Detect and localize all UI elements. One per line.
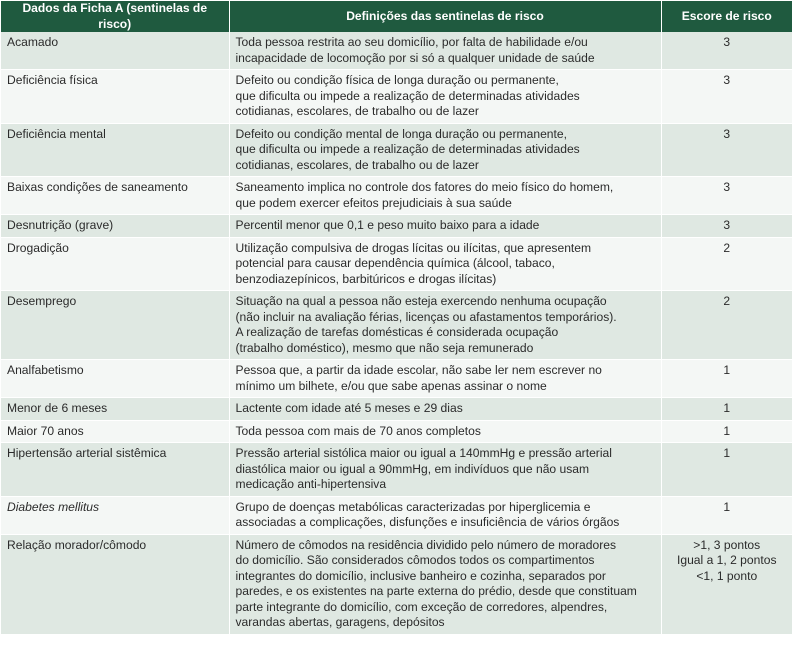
row-escore: 2	[661, 237, 792, 291]
row-escore: 1	[661, 496, 792, 534]
row-dado: Maior 70 anos	[1, 420, 229, 443]
row-dado: Deficiência física	[1, 70, 229, 124]
table-header-row	[1, 1, 792, 32]
row-definicao: Número de cômodos na residência dividido pelo número de moradores do domicílio. São considerados cômodos todos os compartimentos integrantes do domicílio, inclusive banheiro e cozinha, separados por paredes, e os existentes na parte externa do prédio, desde que constituam parte integrante do domicílio, com exceção de corredores, alpendres, varandas abertas, garagens, depósitos	[229, 534, 661, 634]
row-escore: 3	[661, 215, 792, 238]
row-definicao: Situação na qual a pessoa não esteja exercendo nenhuma ocupação (não incluir na avaliação férias, licenças ou afastamentos temporários). A realização de tarefas domésticas é considerada ocupação (trabalho doméstico), mesmo que não seja remunerado	[229, 291, 661, 360]
row-definicao: Grupo de doenças metabólicas caracterizadas por hiperglicemia e associadas a complicações, disfunções e insuficiência de vários órgãos	[229, 496, 661, 534]
row-escore: 1	[661, 360, 792, 398]
table-row	[1, 215, 792, 238]
row-definicao: Percentil menor que 0,1 e peso muito baixo para a idade	[229, 215, 661, 238]
table-row	[1, 443, 792, 497]
row-definicao: Toda pessoa com mais de 70 anos completos	[229, 420, 661, 443]
table-row	[1, 32, 792, 70]
row-escore: >1, 3 pontos Igual a 1, 2 pontos <1, 1 ponto	[661, 534, 792, 634]
row-dado: Deficiência mental	[1, 123, 229, 177]
row-definicao: Defeito ou condição mental de longa duração ou permanente, que dificulta ou impede a realização de determinadas atividades cotidianas, escolares, de trabalho ou de lazer	[229, 123, 661, 177]
row-dado: Hipertensão arterial sistêmica	[1, 443, 229, 497]
table-row	[1, 496, 792, 534]
table-row	[1, 291, 792, 360]
table-row	[1, 420, 792, 443]
row-escore: 3	[661, 32, 792, 70]
row-definicao: Pressão arterial sistólica maior ou igual a 140mmHg e pressão arterial diastólica maior ou igual a 90mmHg, em indivíduos que não usam medicação anti-hipertensiva	[229, 443, 661, 497]
row-escore: 3	[661, 123, 792, 177]
row-definicao: Defeito ou condição física de longa duração ou permanente, que dificulta ou impede a realização de determinadas atividades cotidianas, escolares, de trabalho ou de lazer	[229, 70, 661, 124]
table-row	[1, 177, 792, 215]
table-row	[1, 123, 792, 177]
table-row	[1, 70, 792, 124]
row-dado: Desnutrição (grave)	[1, 215, 229, 238]
row-escore: 3	[661, 70, 792, 124]
row-escore: 1	[661, 443, 792, 497]
row-dado: Relação morador/cômodo	[1, 534, 229, 634]
row-escore: 1	[661, 420, 792, 443]
row-definicao: Utilização compulsiva de drogas lícitas ou ilícitas, que apresentem potencial para causar dependência química (álcool, tabaco, benzodiazepínicos, barbitúricos e drogas ilícitas)	[229, 237, 661, 291]
header-definicoes: Definições das sentinelas de risco	[229, 1, 661, 32]
row-dado: Diabetes mellitus	[1, 496, 229, 534]
row-definicao: Toda pessoa restrita ao seu domicílio, por falta de habilidade e/ou incapacidade de locomoção por si só a qualquer unidade de saúde	[229, 32, 661, 70]
table-row	[1, 398, 792, 421]
row-dado: Baixas condições de saneamento	[1, 177, 229, 215]
table-row	[1, 360, 792, 398]
row-definicao: Pessoa que, a partir da idade escolar, não sabe ler nem escrever no mínimo um bilhete, e/ou que sabe apenas assinar o nome	[229, 360, 661, 398]
row-escore: 3	[661, 177, 792, 215]
row-dado: Analfabetismo	[1, 360, 229, 398]
header-dados: Dados da Ficha A (sentinelas de risco)	[1, 1, 229, 32]
row-dado: Drogadição	[1, 237, 229, 291]
table-row	[1, 237, 792, 291]
row-definicao: Lactente com idade até 5 meses e 29 dias	[229, 398, 661, 421]
row-dado: Desemprego	[1, 291, 229, 360]
row-definicao: Saneamento implica no controle dos fatores do meio físico do homem, que podem exercer efeitos prejudiciais à sua saúde	[229, 177, 661, 215]
risk-sentinel-table	[1, 1, 792, 635]
table-row	[1, 534, 792, 634]
row-escore: 1	[661, 398, 792, 421]
row-dado: Menor de 6 meses	[1, 398, 229, 421]
header-escore: Escore de risco	[661, 1, 792, 32]
row-escore: 2	[661, 291, 792, 360]
row-dado: Acamado	[1, 32, 229, 70]
